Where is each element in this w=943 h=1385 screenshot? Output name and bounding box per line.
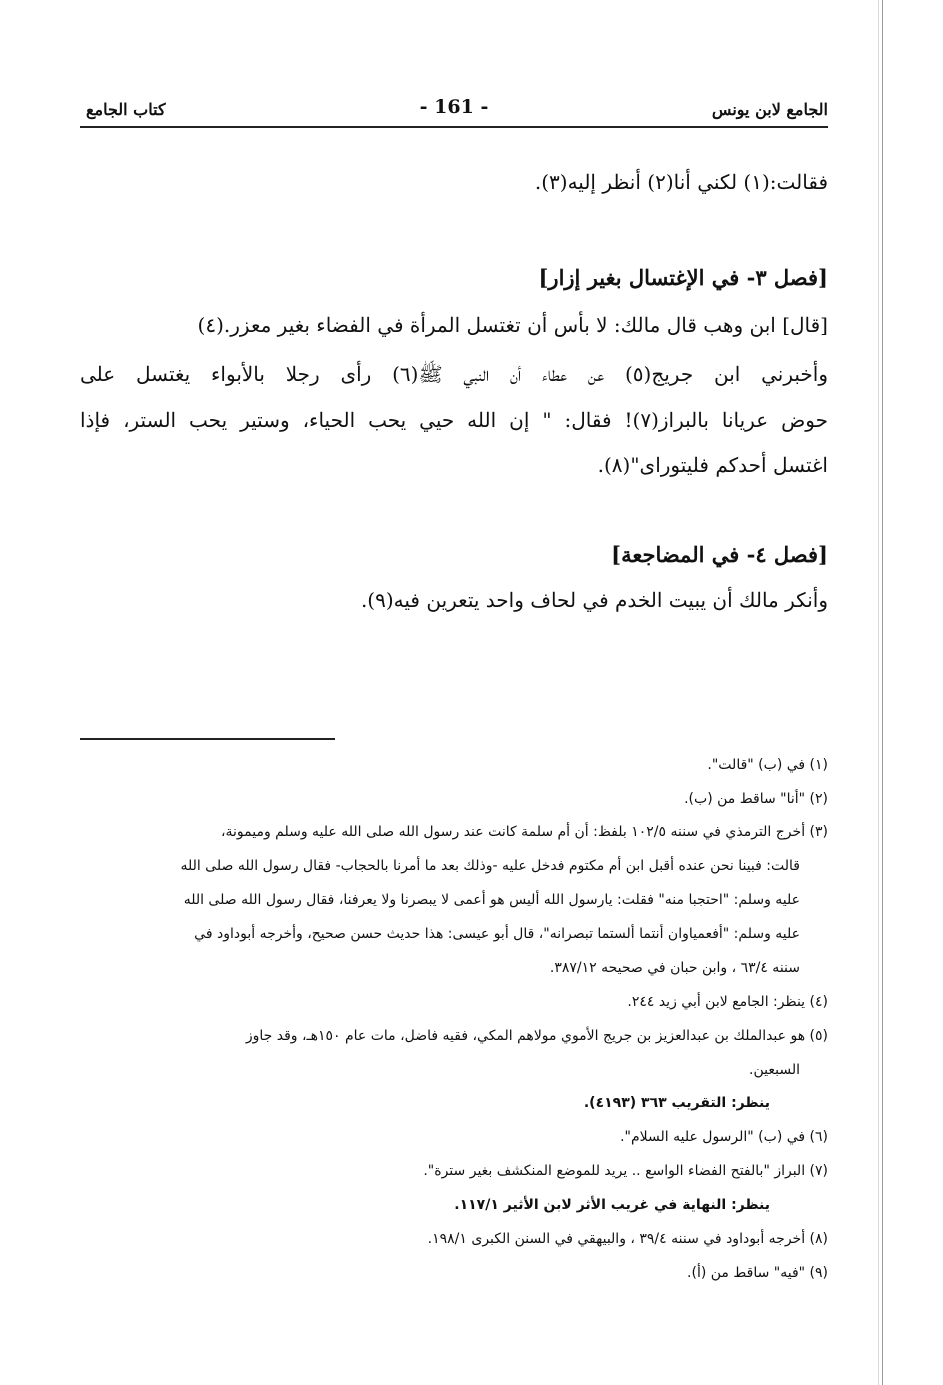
footnote-3-line-5: سننه ٦٣/٤ ، وابن حبان في صحيحه ٣٨٧/١٢. — [549, 960, 800, 976]
footnote-5-line-2: السبعين. — [749, 1062, 800, 1078]
footnote-6: (٦) في (ب) "الرسول عليه السلام". — [620, 1129, 828, 1145]
scan-shadow — [878, 0, 879, 1385]
footnote-rule — [80, 738, 335, 740]
body-line-5: اغتسل أحدكم فليتورای"(٨). — [597, 453, 828, 477]
page-header — [80, 96, 828, 126]
body-line-2: [قال] ابن وهب قال مالك: لا بأس أن تغتسل المرأة في الفضاء بغير معزر.(٤) — [197, 313, 828, 337]
footnote-9: (٩) "فيه" ساقط من (أ). — [687, 1265, 828, 1281]
body-line-1: فقالت:(١) لكني أنا(٢) أنظر إليه(٣). — [534, 170, 828, 194]
body-line-6: وأنكر مالك أن يبيت الخدم في لحاف واحد يتعرين فيه(٩). — [360, 588, 828, 612]
footnote-2: (٢) "أنا" ساقط من (ب). — [684, 791, 828, 807]
footnote-4: (٤) ينظر: الجامع لابن أبي زيد ٢٤٤. — [627, 994, 828, 1010]
scan-edge-line — [882, 0, 883, 1385]
footnote-1: (١) في (ب) "قالت". — [707, 757, 828, 773]
document-page — [80, 0, 828, 1385]
body-line-3: وأخبرني ابن جريج(٥) عن عطاء أن النبي ﷺ(٦) رأى رجلا بالأبواء يغتسل على — [80, 362, 828, 386]
footnote-5-line-1: (٥) هو عبدالملك بن عبدالعزيز بن جريج الأموي مولاهم المكي، فقيه فاضل، مات عام ١٥٠هـ، وقد جاوز — [245, 1028, 828, 1044]
footnote-7-ref: ينظر: النهاية في غريب الأثر لابن الأثير ١١٧/١. — [454, 1197, 770, 1213]
footnote-5-ref: ينظر: التقريب ٣٦٣ (٤١٩٣). — [583, 1095, 770, 1111]
footnote-3-line-4: عليه وسلم: "أفعمياوان أنتما ألستما تبصرانه"، قال أبو عيسى: هذا حديث حسن صحيح، وأخرجه أبوداود في — [194, 926, 800, 942]
running-title-left: كتاب الجامع — [86, 100, 166, 119]
footnote-3-line-3: عليه وسلم: "احتجبا منه" فقلت: يارسول الله أليس هو أعمى لا يبصرنا ولا يعرفنا، فقال رسول الله صلى الله — [183, 892, 800, 908]
header-rule — [80, 126, 828, 128]
footnote-8: (٨) أخرجه أبوداود في سننه ٣٩/٤ ، والبيهقي في السنن الكبرى ١٩٨/١. — [427, 1231, 828, 1247]
footnote-7-line-1: (٧) البراز "بالفتح الفضاء الواسع .. يريد للموضع المنكشف بغير سترة". — [423, 1163, 828, 1179]
body-line-4: حوض عريانا بالبراز(٧)! فقال: " إن الله حيي يحب الحياء، وستير يحب الستر، فإذا — [80, 408, 828, 432]
footnote-3-line-1: (٣) أخرج الترمذي في سننه ١٠٢/٥ بلفظ: أن أم سلمة كانت عند رسول الله صلى الله عليه وسلم وميمونة، — [220, 824, 828, 840]
section-heading-3: [فصل ٣- في الإغتسال بغير إزار] — [538, 265, 828, 290]
running-title-right: الجامع لابن يونس — [711, 100, 828, 119]
page-number: - 161 - — [419, 96, 489, 118]
section-heading-4: [فصل ٤- في المضاجعة] — [611, 542, 828, 567]
footnote-3-line-2: قالت: فبينا نحن عنده أقبل ابن أم مكتوم فدخل عليه -وذلك بعد ما أمرنا بالحجاب- فقال رسول الله صلى الله — [180, 858, 800, 874]
